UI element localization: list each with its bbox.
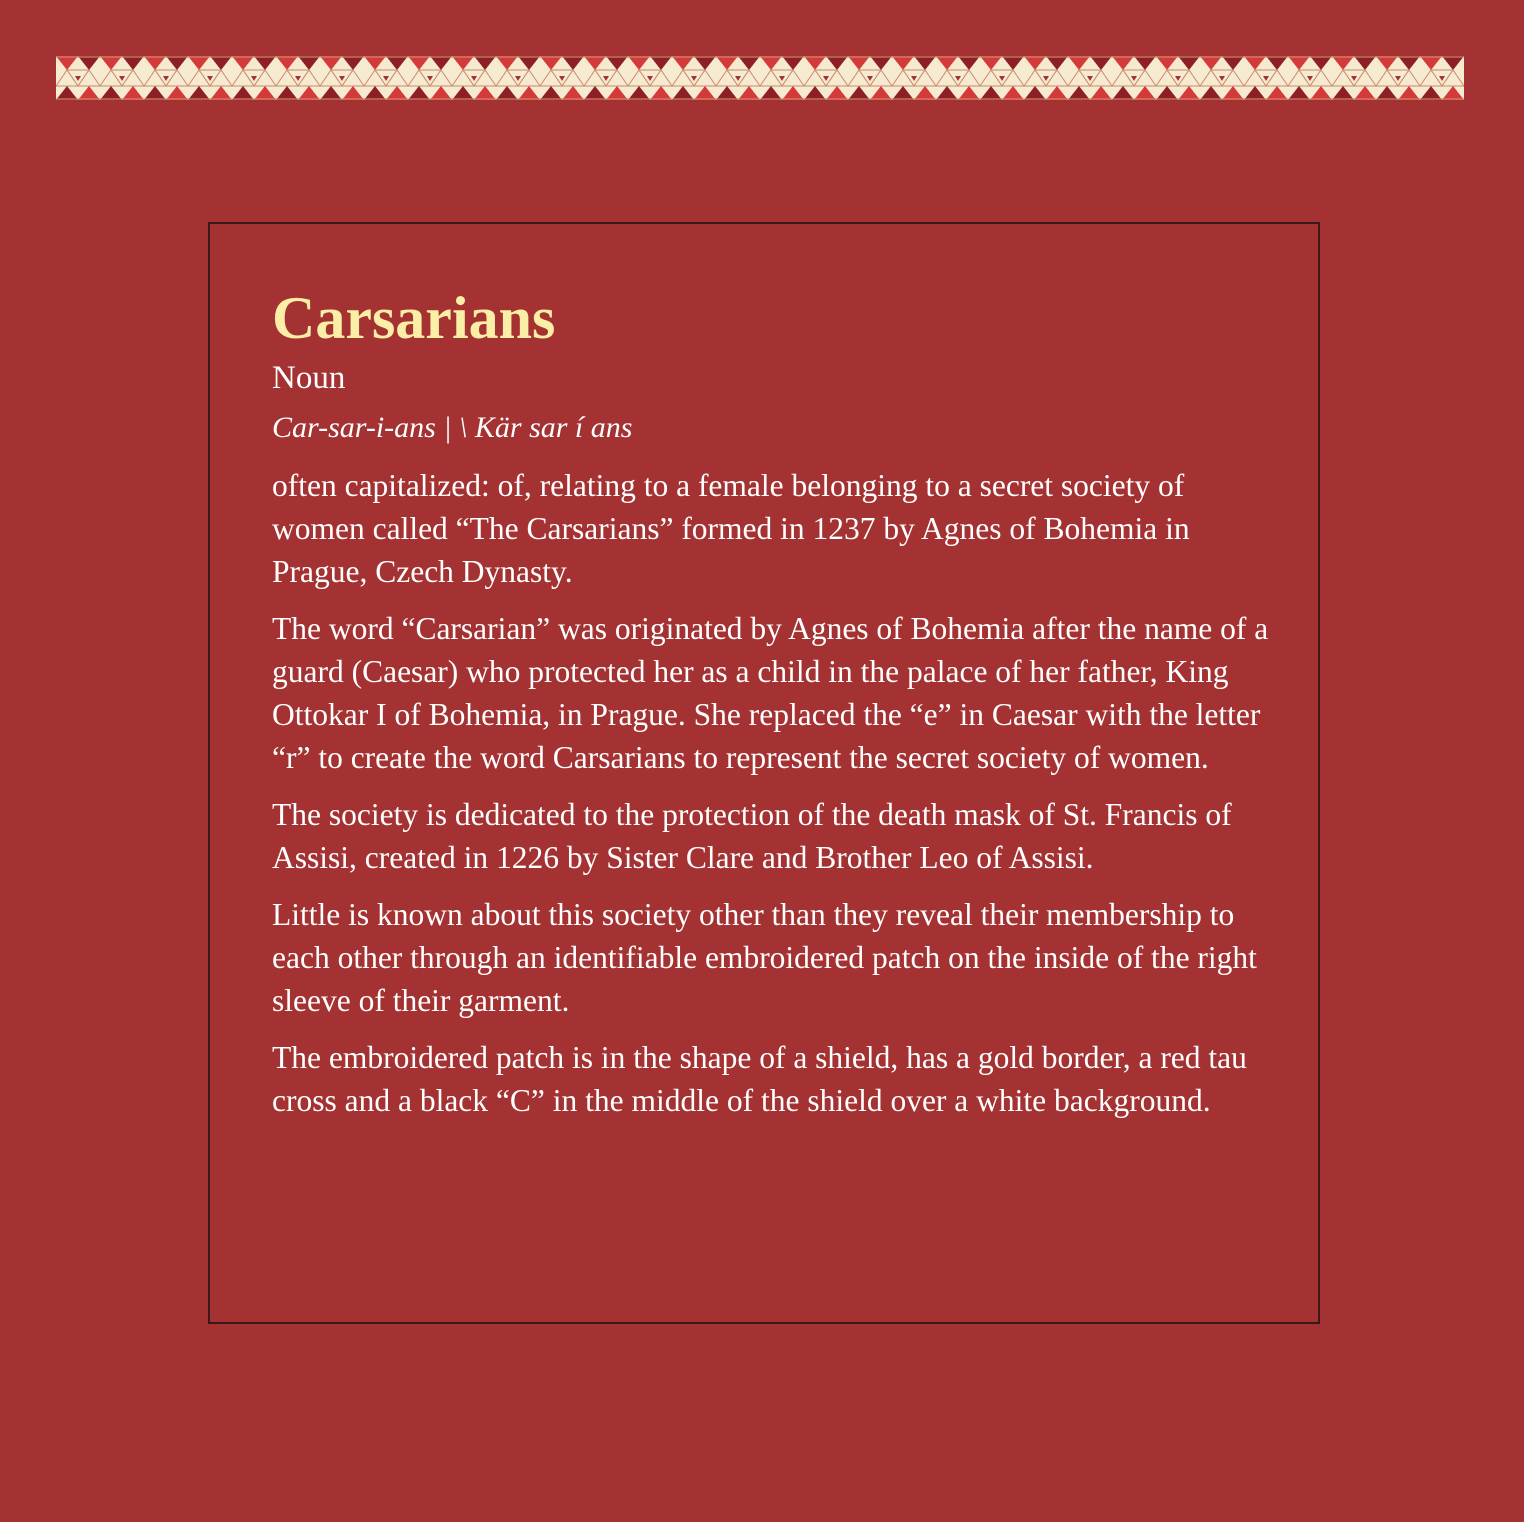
pronunciation: Car-sar-i-ans | \ Kär sar í ans <box>272 411 633 444</box>
purpose-paragraph: The society is dedicated to the protection of the death mask of St. Francis of Assisi, created in 1226 by Sister Clare and Brother Leo of Assisi. <box>272 797 1232 875</box>
definition-card <box>208 222 1320 1324</box>
definition-paragraph: often capitalized: of, relating to a female belonging to a secret society of women called “The Carsarians” formed in 1237 by Agnes of Bohemia in Prague, Czech Dynasty. <box>272 468 1190 589</box>
decorative-pattern-band <box>56 56 1464 100</box>
definition-content <box>272 282 1272 1122</box>
entry-title: Carsarians <box>272 285 556 351</box>
patch-paragraph: The embroidered patch is in the shape of a shield, has a gold border, a red tau cross and a black “C” in the middle of the shield over a white background. <box>272 1040 1247 1118</box>
etymology-paragraph: The word “Carsarian” was originated by Agnes of Bohemia after the name of a guard (Caesar) who protected her as a child in the palace of her father, King Ottokar I of Bohemia, in Prague. She replaced the “e” in Caesar with the letter “r” to create the word Carsarians to represent the secret society of women. <box>272 611 1269 775</box>
membership-paragraph: Little is known about this society other than they reveal their membership to each other through an identifiable embroidered patch on the inside of the right sleeve of their garment. <box>272 897 1257 1018</box>
geometric-triangle-pattern-icon <box>56 56 1464 100</box>
part-of-speech: Noun <box>272 360 346 396</box>
